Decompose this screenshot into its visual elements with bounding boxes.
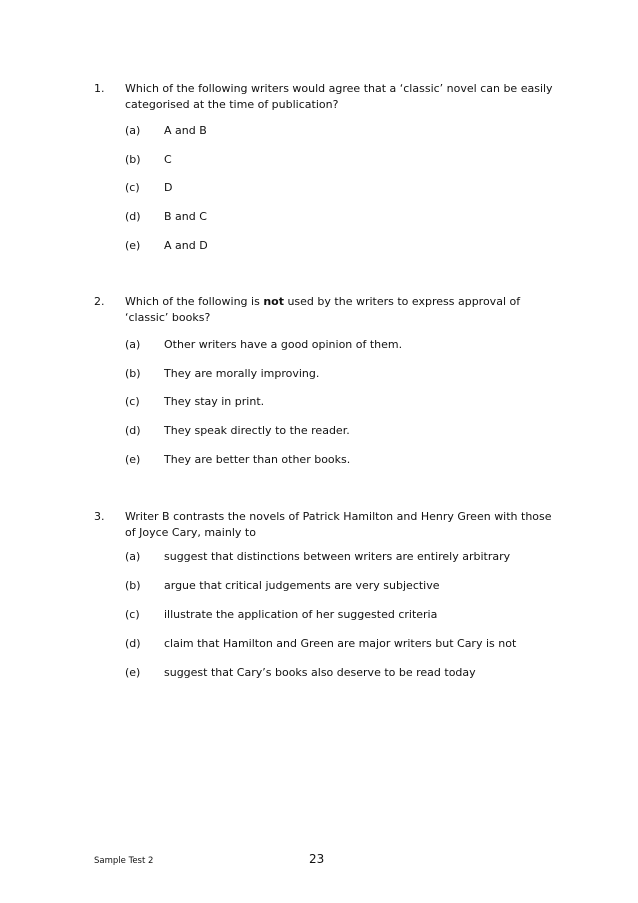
option-b xyxy=(0,152,638,168)
option-letter: (b) xyxy=(125,579,141,592)
question-number: 1. xyxy=(94,82,105,95)
option-text: C xyxy=(164,153,172,166)
option-letter: (c) xyxy=(125,395,140,408)
option-text: A and B xyxy=(164,124,207,137)
option-text: They are morally improving. xyxy=(164,367,320,380)
question-stem-text: Which of the following writers would agree that a ‘classic’ novel can be easily categorised at the time of publication? xyxy=(125,82,553,111)
option-text: They speak directly to the reader. xyxy=(164,424,350,437)
option-letter: (e) xyxy=(125,239,141,252)
option-letter: (a) xyxy=(125,124,141,137)
option-letter: (c) xyxy=(125,608,140,621)
question-stem xyxy=(125,294,555,326)
question-number: 3. xyxy=(94,510,105,523)
option-text: illustrate the application of her suggested criteria xyxy=(164,608,438,621)
option-a xyxy=(0,123,638,139)
option-letter: (d) xyxy=(125,637,141,650)
option-c xyxy=(0,180,638,196)
option-d xyxy=(0,423,638,439)
option-letter: (e) xyxy=(125,453,141,466)
option-c xyxy=(0,607,638,623)
option-text: claim that Hamilton and Green are major writers but Cary is not xyxy=(164,637,517,650)
option-text: suggest that Cary’s books also deserve to be read today xyxy=(164,666,476,679)
option-text: Other writers have a good opinion of them. xyxy=(164,338,403,351)
option-letter: (d) xyxy=(125,210,141,223)
footer-label: Sample Test 2 xyxy=(94,856,154,866)
page-number: 23 xyxy=(309,852,325,866)
option-d xyxy=(0,636,638,652)
option-letter: (a) xyxy=(125,550,141,563)
question-stem xyxy=(125,509,555,541)
option-d xyxy=(0,209,638,225)
option-e xyxy=(0,238,638,254)
option-text: B and C xyxy=(164,210,207,223)
option-a xyxy=(0,549,638,565)
option-text: A and D xyxy=(164,239,208,252)
option-e xyxy=(0,665,638,681)
option-letter: (e) xyxy=(125,666,141,679)
question-stem xyxy=(125,81,555,113)
option-letter: (d) xyxy=(125,424,141,437)
question-stem-text: Writer B contrasts the novels of Patrick Hamilton and Henry Green with those of Joyce Cary, mainly to xyxy=(125,510,552,539)
option-a xyxy=(0,337,638,353)
option-b xyxy=(0,578,638,594)
option-letter: (a) xyxy=(125,338,141,351)
option-text: argue that critical judgements are very subjective xyxy=(164,579,440,592)
option-text: They are better than other books. xyxy=(164,453,351,466)
question-number: 2. xyxy=(94,295,105,308)
option-text: D xyxy=(164,181,173,194)
option-b xyxy=(0,366,638,382)
question-stem-emphasis: not xyxy=(263,295,284,308)
option-letter: (c) xyxy=(125,181,140,194)
option-letter: (b) xyxy=(125,153,141,166)
option-text: They stay in print. xyxy=(164,395,265,408)
option-text: suggest that distinctions between writers are entirely arbitrary xyxy=(164,550,511,563)
question-stem-text-after: used by the writers to express approval of ‘classic’ books? xyxy=(125,295,521,324)
option-e xyxy=(0,452,638,468)
option-c xyxy=(0,394,638,410)
question-stem-text: Which of the following is xyxy=(125,295,264,308)
option-letter: (b) xyxy=(125,367,141,380)
